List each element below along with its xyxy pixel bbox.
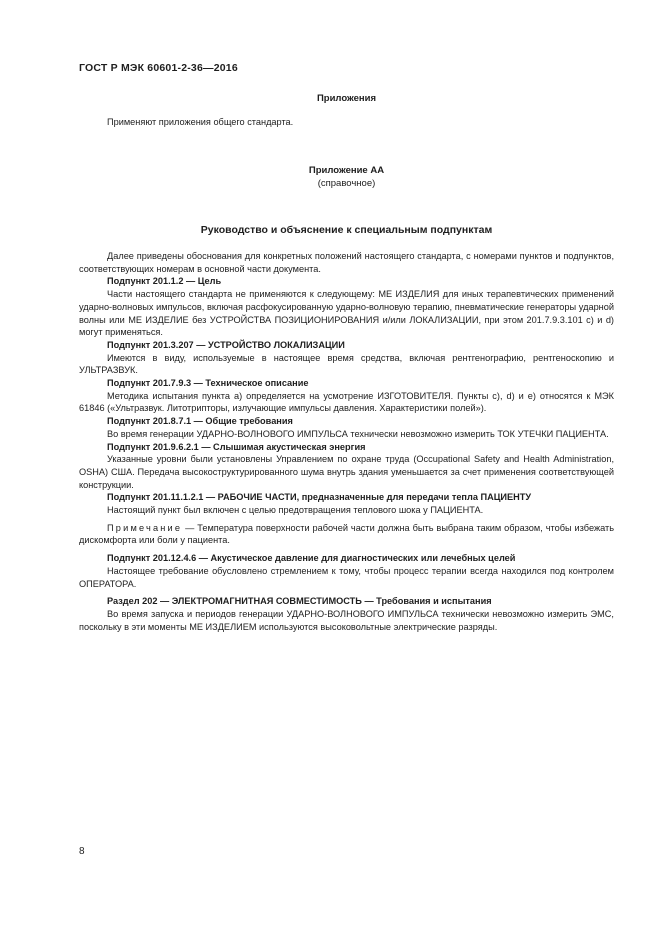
section-text: Части настоящего стандарта не применяются к следующему: МЕ ИЗДЕЛИЯ для иных терапевтических применений ударно-волновых импульсов, включая расфокусированную ударно-волновую терапию, пневматические генераторы ударной волны или МЕ ИЗДЕЛИЕ без УСТРОЙСТВА ПОЗИЦИОНИРОВАНИЯ и/или ЛОКАЛИЗАЦИИ, при этом 201.7.9.3.101 с) и d) могут применяться. xyxy=(79,289,614,338)
section-title: Подпункт 201.11.1.2.1 — РАБОЧИЕ ЧАСТИ, предназначенные для передачи тепла ПАЦИЕНТУ xyxy=(107,492,532,503)
annex-body xyxy=(79,250,614,633)
section-text: Имеются в виду, используемые в настоящее время средства, включая рентгенографию, рентгеноскопию и УЛЬТРАЗВУК. xyxy=(79,352,614,376)
note-text: — Температура поверхности рабочей части должна быть выбрана таким образом, чтобы избежать дискомфорта или боли у пациента. xyxy=(79,522,614,546)
section-title: Подпункт 201.9.6.2.1 — Слышимая акустическая энергия xyxy=(107,441,366,452)
appendices-text: Применяют приложения общего стандарта. xyxy=(107,117,294,127)
annex-heading: Руководство и объяснение к специальным подпунктам xyxy=(200,224,493,236)
section-title: Подпункт 201.1.2 — Цель xyxy=(107,276,222,287)
note-paragraph xyxy=(79,522,614,547)
section-text: Во время запуска и периодов генерации УДАРНО-ВОЛНОВОГО ИМПУЛЬСА технически невозможно измерить ЭМС, поскольку в эти моменты МЕ ИЗДЕЛИЕМ используются высоковольтные электрические разряды. xyxy=(79,608,614,632)
note-label: Примечание xyxy=(107,522,183,533)
page-number: 8 xyxy=(79,846,85,857)
section-title: Подпункт 201.12.4.6 — Акустическое давление для диагностических или лечебных целей xyxy=(107,553,516,564)
appendices-paragraph xyxy=(79,116,614,129)
appendices-title: Приложения xyxy=(316,93,377,104)
section-title: Подпункт 201.7.9.3 — Техническое описание xyxy=(107,378,309,389)
annex-title: Приложение АА xyxy=(308,165,385,176)
section-title: Подпункт 201.3.207 — УСТРОЙСТВО ЛОКАЛИЗАЦИИ xyxy=(107,339,345,350)
annex-subtitle: (справочное) xyxy=(317,178,376,189)
section-text: Во время генерации УДАРНО-ВОЛНОВОГО ИМПУЛЬСА технически невозможно измерить ТОК УТЕЧКИ ПАЦИЕНТА. xyxy=(107,428,609,439)
intro-paragraph: Далее приведены обоснования для конкретных положений настоящего стандарта, с номерами пунктов и подпунктов, соответствующих номерам в основной части документа. xyxy=(79,251,614,274)
section-text: Настоящее требование обусловлено стремлением к тому, чтобы процесс терапии всегда находился под контролем ОПЕРАТОРА. xyxy=(79,565,614,589)
section-text: Настоящий пункт был включен с целью предотвращения теплового шока у ПАЦИЕНТА. xyxy=(107,505,484,516)
section-text: Методика испытания пункта а) определяется на усмотрение ИЗГОТОВИТЕЛЯ. Пункты с), d) и е) относятся к МЭК 61846 («Ультразвук. Литотрипторы, излучающие импульсы давления. Характеристики полей»). xyxy=(79,390,614,414)
document-header: ГОСТ Р МЭК 60601-2-36—2016 xyxy=(79,62,238,74)
section-title: Раздел 202 — ЭЛЕКТРОМАГНИТНАЯ СОВМЕСТИМОСТЬ — Требования и испытания xyxy=(107,596,492,607)
section-text: Указанные уровни были установлены Управлением по охране труда (Occupational Safety and Health Administration, OSHA) США. Передача высокоструктурированного шума внутрь здания уменьшается за счет применения соответствующей конструкции. xyxy=(79,454,614,490)
section-title: Подпункт 201.8.7.1 — Общие требования xyxy=(107,416,293,427)
